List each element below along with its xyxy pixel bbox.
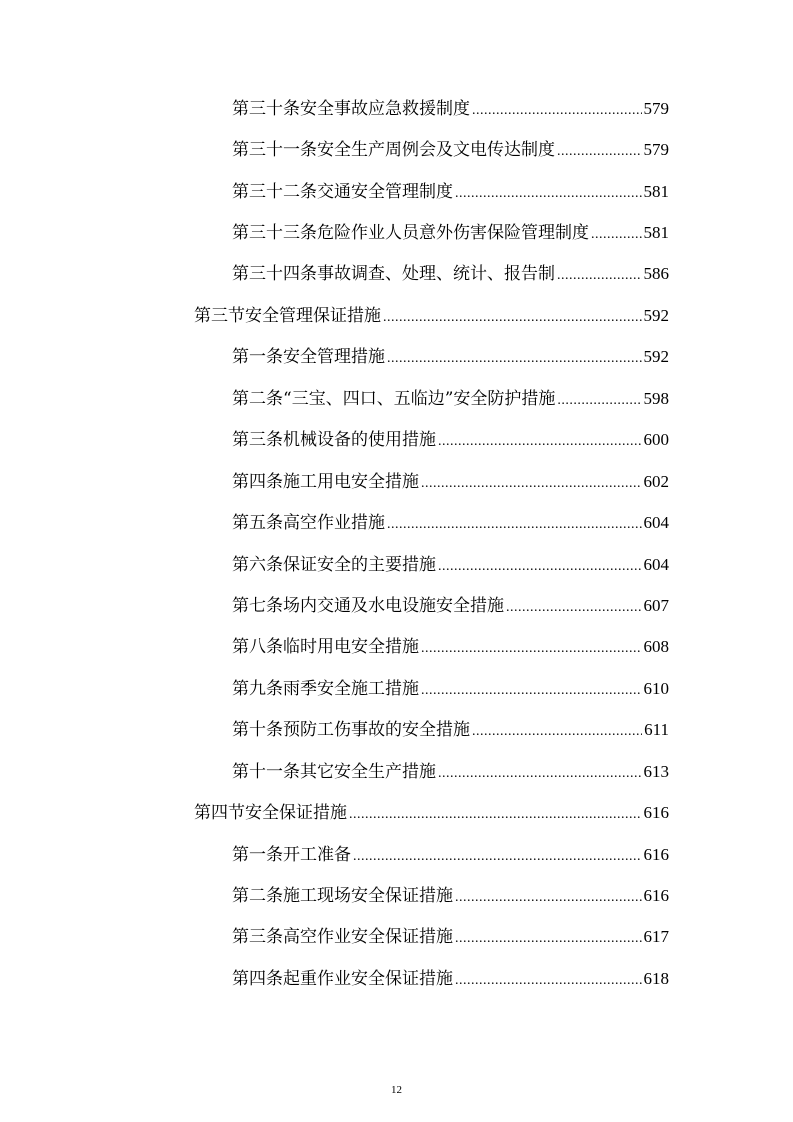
toc-entry[interactable] xyxy=(0,171,793,212)
toc-entry-page: 618 xyxy=(643,968,669,988)
toc-leader-dots xyxy=(438,763,642,785)
toc-entry[interactable] xyxy=(0,378,793,419)
toc-section-entry[interactable] xyxy=(0,792,793,833)
toc-entry-title: 第三条机械设备的使用措施 xyxy=(232,430,436,451)
toc-entry-page: 581 xyxy=(643,181,669,201)
toc-entry[interactable] xyxy=(0,917,793,958)
toc-entry[interactable] xyxy=(0,585,793,626)
toc-entry[interactable] xyxy=(0,254,793,295)
toc-entry-page: 616 xyxy=(643,803,669,823)
toc-leader-dots xyxy=(421,680,642,702)
toc-entry-page: 579 xyxy=(643,140,669,160)
toc-entry[interactable] xyxy=(0,875,793,916)
toc-entry-page: 616 xyxy=(643,844,669,864)
toc-entry-page: 581 xyxy=(643,223,669,243)
toc-leader-dots xyxy=(383,307,642,329)
toc-entry-page: 616 xyxy=(643,886,669,906)
toc-entry-title: 第三十三条危险作业人员意外伤害保险管理制度 xyxy=(232,223,589,244)
table-of-contents xyxy=(0,88,793,1000)
toc-entry-title: 第三节安全管理保证措施 xyxy=(194,305,381,326)
toc-entry-page: 592 xyxy=(643,347,669,367)
toc-entry[interactable] xyxy=(0,834,793,875)
toc-leader-dots xyxy=(557,265,642,287)
toc-entry[interactable] xyxy=(0,337,793,378)
toc-entry-page: 608 xyxy=(643,637,669,657)
toc-entry-page: 602 xyxy=(643,471,669,491)
toc-entry-page: 617 xyxy=(643,927,669,947)
toc-entry-page: 610 xyxy=(643,678,669,698)
toc-leader-dots xyxy=(455,928,642,950)
toc-leader-dots xyxy=(421,638,642,660)
toc-entry-page: 579 xyxy=(643,98,669,118)
toc-entry-title: 第五条高空作业措施 xyxy=(232,513,385,534)
toc-entry-page: 613 xyxy=(643,761,669,781)
toc-entry[interactable] xyxy=(0,627,793,668)
toc-entry-title: 第十一条其它安全生产措施 xyxy=(232,761,436,782)
toc-leader-dots xyxy=(557,141,642,163)
toc-entry-page: 600 xyxy=(643,430,669,450)
toc-entry-title: 第一条开工准备 xyxy=(232,844,351,865)
toc-entry-title: 第四节安全保证措施 xyxy=(194,803,347,824)
toc-leader-dots xyxy=(438,431,642,453)
toc-entry-title: 第四条起重作业安全保证措施 xyxy=(232,968,453,989)
toc-leader-dots xyxy=(353,846,642,868)
toc-entry-title: 第三十一条安全生产周例会及文电传达制度 xyxy=(232,140,555,161)
toc-leader-dots xyxy=(387,514,642,536)
toc-entry-page: 611 xyxy=(644,720,669,740)
toc-entry[interactable] xyxy=(0,958,793,999)
toc-entry-page: 607 xyxy=(643,595,669,615)
toc-entry-page: 604 xyxy=(643,513,669,533)
toc-entry[interactable] xyxy=(0,88,793,129)
toc-entry-page: 604 xyxy=(643,554,669,574)
toc-leader-dots xyxy=(472,721,642,743)
toc-leader-dots xyxy=(387,348,642,370)
toc-entry-title: 第三十四条事故调查、处理、统计、报告制 xyxy=(232,264,555,285)
toc-entry-title: 第三条高空作业安全保证措施 xyxy=(232,927,453,948)
toc-entry[interactable] xyxy=(0,129,793,170)
toc-leader-dots xyxy=(591,224,642,246)
toc-entry-page: 586 xyxy=(643,264,669,284)
toc-section-entry[interactable] xyxy=(0,295,793,336)
toc-entry-title: 第二条“三宝、四口、五临边”安全防护措施 xyxy=(232,388,556,409)
toc-entry-title: 第十条预防工伤事故的安全措施 xyxy=(232,720,470,741)
toc-leader-dots xyxy=(472,100,642,122)
toc-leader-dots xyxy=(506,597,642,619)
toc-leader-dots xyxy=(557,390,641,412)
toc-entry-title: 第三十二条交通安全管理制度 xyxy=(232,181,453,202)
toc-entry[interactable] xyxy=(0,420,793,461)
toc-entry-page: 598 xyxy=(643,388,669,408)
toc-leader-dots xyxy=(421,473,642,495)
toc-entry[interactable] xyxy=(0,710,793,751)
toc-entry-title: 第八条临时用电安全措施 xyxy=(232,637,419,658)
toc-entry-title: 第六条保证安全的主要措施 xyxy=(232,554,436,575)
toc-entry[interactable] xyxy=(0,502,793,543)
toc-entry[interactable] xyxy=(0,461,793,502)
toc-entry[interactable] xyxy=(0,668,793,709)
toc-leader-dots xyxy=(349,804,642,826)
toc-leader-dots xyxy=(438,556,642,578)
toc-leader-dots xyxy=(455,970,642,992)
toc-entry[interactable] xyxy=(0,212,793,253)
toc-entry-title: 第七条场内交通及水电设施安全措施 xyxy=(232,595,504,616)
toc-entry[interactable] xyxy=(0,751,793,792)
toc-entry-title: 第二条施工现场安全保证措施 xyxy=(232,886,453,907)
page-number: 12 xyxy=(391,1084,402,1096)
toc-entry-title: 第一条安全管理措施 xyxy=(232,347,385,368)
toc-leader-dots xyxy=(455,887,642,909)
toc-entry-title: 第四条施工用电安全措施 xyxy=(232,471,419,492)
toc-entry-page: 592 xyxy=(643,305,669,325)
toc-entry-title: 第九条雨季安全施工措施 xyxy=(232,678,419,699)
toc-entry-title: 第三十条安全事故应急救援制度 xyxy=(232,98,470,119)
toc-leader-dots xyxy=(455,183,642,205)
toc-entry[interactable] xyxy=(0,544,793,585)
